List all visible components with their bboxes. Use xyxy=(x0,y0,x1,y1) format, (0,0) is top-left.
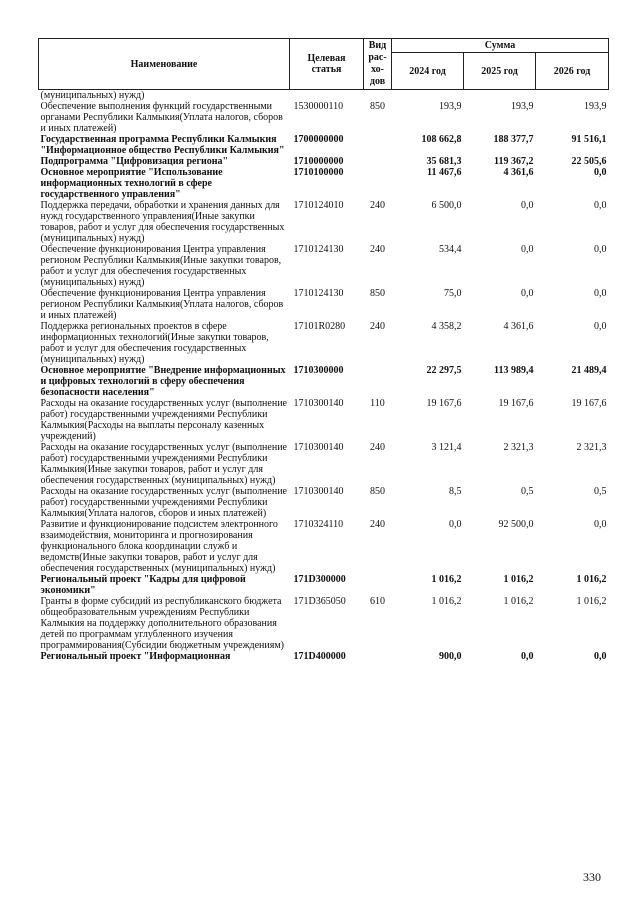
row-expense-type xyxy=(364,651,392,662)
row-sum-2025: 0,5 xyxy=(521,486,534,497)
row-expense-type: 240 xyxy=(370,244,385,255)
row-name: (муниципальных) нужд) xyxy=(40,90,145,101)
row-sum-2026: 0,0 xyxy=(594,288,607,299)
row-sum-2026: 0,5 xyxy=(594,486,607,497)
table-row xyxy=(39,167,609,200)
header-sum: Сумма xyxy=(392,39,609,53)
table-row xyxy=(39,156,609,167)
row-sum-2025: 113 989,4 xyxy=(494,365,534,376)
table-row xyxy=(39,101,609,134)
row-name: Региональный проект "Информационная xyxy=(40,651,231,662)
row-sum-2025: 193,9 xyxy=(511,101,534,112)
row-expense-type: 240 xyxy=(370,321,385,332)
page-number: 330 xyxy=(583,870,601,884)
row-sum-2025: 0,0 xyxy=(521,651,534,662)
row-name: Поддержка региональных проектов в сфере информационных технологий(Иные закупки товаров, работ и услуг для обеспечения государственных (муниципальных) нужд) xyxy=(40,321,269,365)
row-name: Региональный проект "Кадры для цифровой экономики" xyxy=(40,574,246,596)
table-row xyxy=(39,398,609,442)
row-expense-type: 610 xyxy=(370,596,385,607)
row-sum-2024: 35 681,3 xyxy=(426,156,462,167)
row-sum-2026: 1 016,2 xyxy=(576,596,607,607)
row-code: 171D365050 xyxy=(293,596,346,607)
row-code: 1710300140 xyxy=(293,398,344,409)
row-expense-type xyxy=(364,134,392,156)
table-row xyxy=(39,321,609,365)
row-sum-2026: 2 321,3 xyxy=(576,442,607,453)
row-sum-2025: 92 500,0 xyxy=(498,519,534,530)
row-sum-2025: 4 361,6 xyxy=(503,167,534,178)
row-expense-type xyxy=(364,574,392,596)
header-year-2026: 2026 год xyxy=(536,53,609,90)
row-expense-type: 850 xyxy=(370,486,385,497)
row-sum-2025 xyxy=(464,90,536,102)
row-sum-2024: 75,0 xyxy=(444,288,462,299)
table-row xyxy=(39,519,609,574)
row-sum-2026: 0,0 xyxy=(594,244,607,255)
table-row xyxy=(39,596,609,651)
row-sum-2024: 22 297,5 xyxy=(426,365,462,376)
row-sum-2026: 193,9 xyxy=(584,101,607,112)
header-vr: Вид рас- хо- дов xyxy=(364,39,392,90)
row-sum-2026: 0,0 xyxy=(594,651,607,662)
table-row xyxy=(39,288,609,321)
row-code: 1710000000 xyxy=(293,156,344,167)
header-name: Наименование xyxy=(39,39,290,90)
row-expense-type: 240 xyxy=(370,519,385,530)
table-row xyxy=(39,651,609,662)
row-name: Поддержка передачи, обработки и хранения данных для нужд государственного управления(Иные закупки товаров, работ и услуг для обеспечения государственных (муниципальных) нужд) xyxy=(40,200,285,244)
row-expense-type xyxy=(364,365,392,398)
row-code: 171D400000 xyxy=(293,651,346,662)
row-code: 1710124130 xyxy=(293,288,344,299)
row-code xyxy=(290,90,364,102)
table-row xyxy=(39,90,609,102)
row-name: Расходы на оказание государственных услуг (выполнение работ) государственными учреждениями Республики Калмыкия(Уплата налогов, сборов и иных платежей) xyxy=(40,486,287,519)
row-sum-2026: 0,0 xyxy=(594,167,607,178)
row-code: 1710100000 xyxy=(293,167,344,178)
row-code: 1710300140 xyxy=(293,486,344,497)
row-expense-type: 850 xyxy=(370,288,385,299)
row-name: Расходы на оказание государственных услуг (выполнение работ) государственными учреждениями Республики Калмыкия(Иные закупки товаров, работ и услуг для обеспечения государственных (муниципальных) нужд) xyxy=(40,442,287,486)
row-sum-2026: 0,0 xyxy=(594,519,607,530)
header-year-2025: 2025 год xyxy=(464,53,536,90)
table-row xyxy=(39,486,609,519)
row-name: Основное мероприятие "Использование информационных технологий в сфере государственного управления" xyxy=(40,167,223,200)
row-name: Подпрограмма "Цифровизация региона" xyxy=(40,156,229,167)
row-sum-2026: 0,0 xyxy=(594,321,607,332)
row-name: Государственная программа Республики Калмыкия "Информационное общество Республики Калмыкия" xyxy=(40,134,285,156)
row-sum-2025: 0,0 xyxy=(521,288,534,299)
row-expense-type: 240 xyxy=(370,200,385,211)
row-sum-2024: 900,0 xyxy=(439,651,462,662)
header-code: Целевая статья xyxy=(290,39,364,90)
table-row xyxy=(39,134,609,156)
row-sum-2024: 3 121,4 xyxy=(431,442,462,453)
row-sum-2026 xyxy=(536,90,609,102)
row-sum-2024: 534,4 xyxy=(439,244,462,255)
row-sum-2025: 1 016,2 xyxy=(503,596,534,607)
row-name: Расходы на оказание государственных услуг (выполнение работ) государственными учреждениями Республики Калмыкия(Расходы на выплаты персоналу казенных учреждений) xyxy=(40,398,287,442)
row-name: Развитие и функционирование подсистем электронного взаимодействия, мониторинга и прогнозирования функционального блока координации служб и ведомств(Иные закупки товаров, работ и услуг для обеспечения государственных (муниципальных) нужд) xyxy=(40,519,278,574)
row-expense-type: 110 xyxy=(370,398,385,409)
row-code: 17101R0280 xyxy=(293,321,346,332)
row-sum-2024: 1 016,2 xyxy=(431,574,462,585)
row-code: 1710300140 xyxy=(293,442,344,453)
table-row xyxy=(39,365,609,398)
row-sum-2024: 8,5 xyxy=(449,486,462,497)
row-name: Обеспечение функционирования Центра управления регионом Республики Калмыкия(Уплата налогов, сборов и иных платежей) xyxy=(40,288,284,321)
row-expense-type xyxy=(364,90,392,102)
row-sum-2025: 0,0 xyxy=(521,200,534,211)
row-sum-2025: 19 167,6 xyxy=(498,398,534,409)
header-year-2024: 2024 год xyxy=(392,53,464,90)
row-sum-2026: 0,0 xyxy=(594,200,607,211)
row-sum-2026: 91 516,1 xyxy=(571,134,607,145)
table-row xyxy=(39,200,609,244)
row-code: 1700000000 xyxy=(293,134,344,145)
row-sum-2024: 193,9 xyxy=(439,101,462,112)
row-expense-type: 240 xyxy=(370,442,385,453)
row-name: Основное мероприятие "Внедрение информационных и цифровых технологий в сферу обеспечения безопасности населения" xyxy=(40,365,286,398)
row-name: Обеспечение функционирования Центра управления регионом Республики Калмыкия(Иные закупки товаров, работ и услуг для обеспечения государственных (муниципальных) нужд) xyxy=(40,244,282,288)
table-header xyxy=(39,39,609,90)
row-sum-2024: 11 467,6 xyxy=(427,167,462,178)
row-sum-2025: 4 361,6 xyxy=(503,321,534,332)
row-sum-2024: 0,0 xyxy=(449,519,462,530)
table-row xyxy=(39,574,609,596)
row-sum-2025: 0,0 xyxy=(521,244,534,255)
row-sum-2024: 1 016,2 xyxy=(431,596,462,607)
row-code: 1710300000 xyxy=(293,365,344,376)
table-row xyxy=(39,442,609,486)
row-sum-2026: 22 505,6 xyxy=(571,156,607,167)
row-expense-type xyxy=(364,167,392,200)
row-code: 1710124130 xyxy=(293,244,344,255)
row-sum-2024: 19 167,6 xyxy=(426,398,462,409)
row-sum-2026: 21 489,4 xyxy=(571,365,607,376)
row-code: 171D300000 xyxy=(293,574,346,585)
row-name: Обеспечение выполнения функций государственными органами Республики Калмыкия(Уплата налогов, сборов и иных платежей) xyxy=(40,101,283,134)
row-expense-type xyxy=(364,156,392,167)
row-sum-2026: 1 016,2 xyxy=(576,574,607,585)
row-sum-2025: 188 377,7 xyxy=(493,134,534,145)
table-body xyxy=(39,90,609,663)
budget-table-page xyxy=(38,38,608,662)
row-sum-2025: 119 367,2 xyxy=(494,156,534,167)
row-code: 1530000110 xyxy=(293,101,344,112)
row-sum-2025: 2 321,3 xyxy=(503,442,534,453)
row-code: 1710324110 xyxy=(293,519,344,530)
row-code: 1710124010 xyxy=(293,200,344,211)
row-sum-2024: 4 358,2 xyxy=(431,321,462,332)
row-name: Гранты в форме субсидий из республиканского бюджета общеобразовательным учреждениям Республики Калмыкия на поддержку дополнительного образования детей по программам углубленного изучения программирования(Субсидии бюджетным учреждениям) xyxy=(40,596,285,651)
row-sum-2025: 1 016,2 xyxy=(503,574,534,585)
row-expense-type: 850 xyxy=(370,101,385,112)
table-row xyxy=(39,244,609,288)
row-sum-2024: 6 500,0 xyxy=(431,200,462,211)
budget-table xyxy=(38,38,609,662)
row-sum-2026: 19 167,6 xyxy=(571,398,607,409)
row-sum-2024: 108 662,8 xyxy=(421,134,462,145)
row-sum-2024 xyxy=(392,90,464,102)
